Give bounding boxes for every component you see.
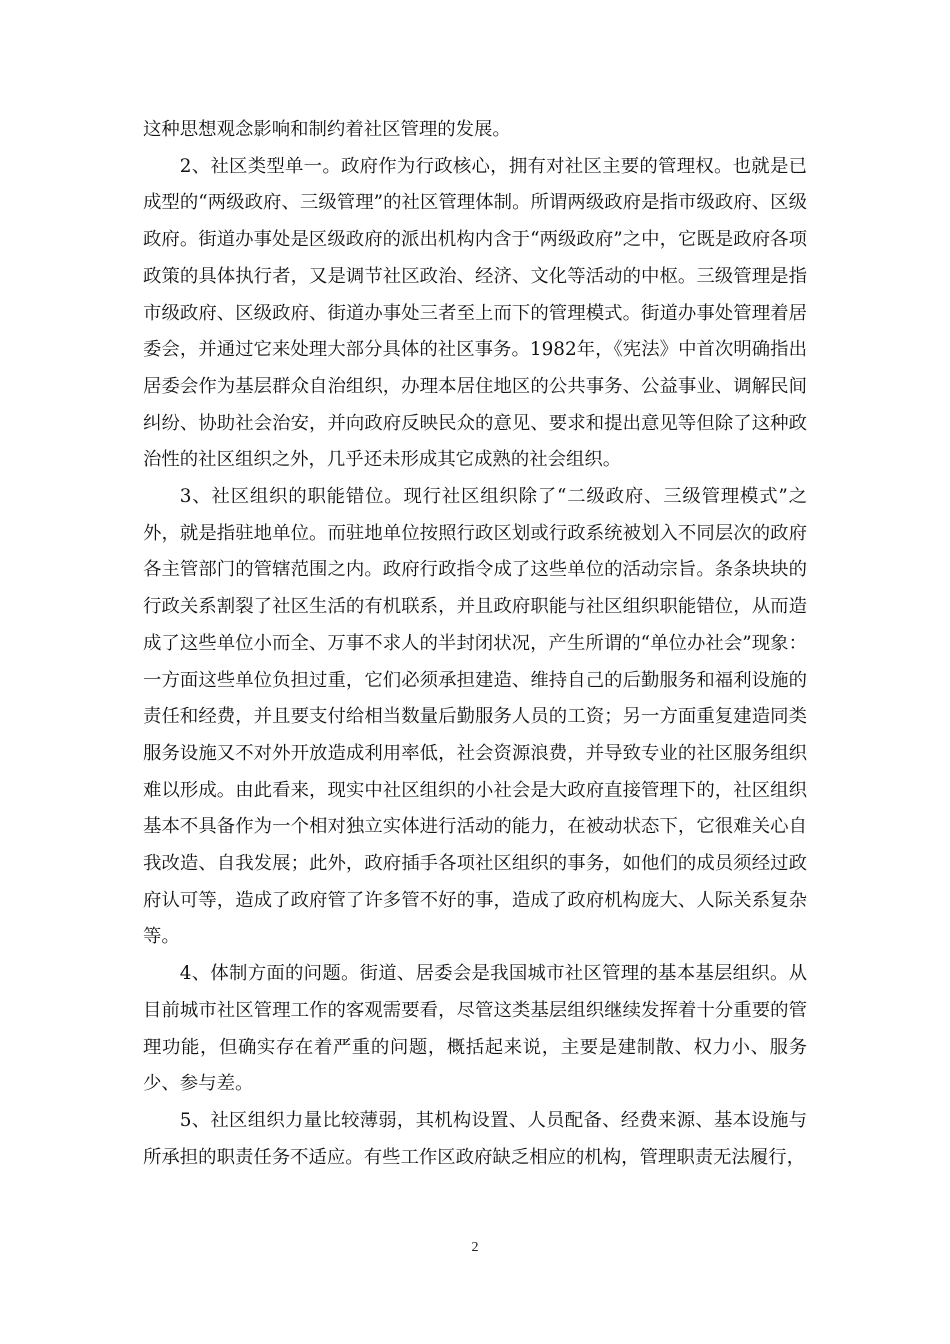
paragraph-1: 这种思想观念影响和制约着社区管理的发展。: [143, 119, 511, 140]
paragraph-2: 2、社区类型单一。政府作为行政核心，拥有对社区主要的管理权。也就是已成型的“两级政府、三级管理”的社区管理体制。所谓两级政府是指市级政府、区级政府。街道办事处是区级政府的派出机构内含于“两级政府”之中，它既是政府各项政策的具体执行者，又是调节社区政治、经济、文化等活动的中枢。三级管理是指市级政府、区级政府、街道办事处三者至上而下的管理模式。街道办事处管理着居委会，并通过它来处理大部分具体的社区事务。1982年，《宪法》中首次明确指出居委会作为基层群众自治组织，办理本居住地区的公共事务、公益事业、调解民间纠纷、协助社会治安，并向政府反映民众的意见、要求和提出意见等但除了这种政治性的社区组织之外，几乎还未形成其它成熟的社会组织。: [143, 155, 807, 471]
page-number: 2: [471, 1240, 479, 1255]
paragraph-5: 5、社区组织力量比较薄弱，其机构设置、人员配备、经费来源、基本设施与所承担的职责任务不适应。有些工作区政府缺乏相应的机构，管理职责无法履行，: [143, 1109, 807, 1168]
paragraph-4: 4、体制方面的问题。街道、居委会是我国城市社区管理的基本基层组织。从目前城市社区管理工作的客观需要看，尽管这类基层组织继续发挥着十分重要的管理功能，但确实存在着严重的问题，概括起来说，主要是建制散、权力小、服务少、参与差。: [143, 963, 807, 1095]
body-text: [143, 112, 807, 1176]
paragraph-3: 3、社区组织的职能错位。现行社区组织除了“二级政府、三级管理模式”之外，就是指驻地单位。而驻地单位按照行政区划或行政系统被划入不同层次的政府各主管部门的管辖范围之内。政府行政指令成了这些单位的活动宗旨。条条块块的行政关系割裂了社区生活的有机联系，并且政府职能与社区组织职能错位，从而造成了这些单位小而全、万事不求人的半封闭状况，产生所谓的“单位办社会”现象：一方面这些单位负担过重，它们必须承担建造、维持自己的后勤服务和福利设施的责任和经费，并且要支付给相当数量后勤服务人员的工资；另一方面重复建造同类服务设施又不对外开放造成利用率低，社会资源浪费，并导致专业的社区服务组织难以形成。由此看来，现实中社区组织的小社会是大政府直接管理下的，社区组织基本不具备作为一个相对独立实体进行活动的能力，在被动状态下，它很难关心自我改造、自我发展；此外，政府插手各项社区组织的事务，如他们的成员须经过政府认可等，造成了政府管了许多管不好的事，造成了政府机构庞大、人际关系复杂等。: [143, 486, 807, 948]
